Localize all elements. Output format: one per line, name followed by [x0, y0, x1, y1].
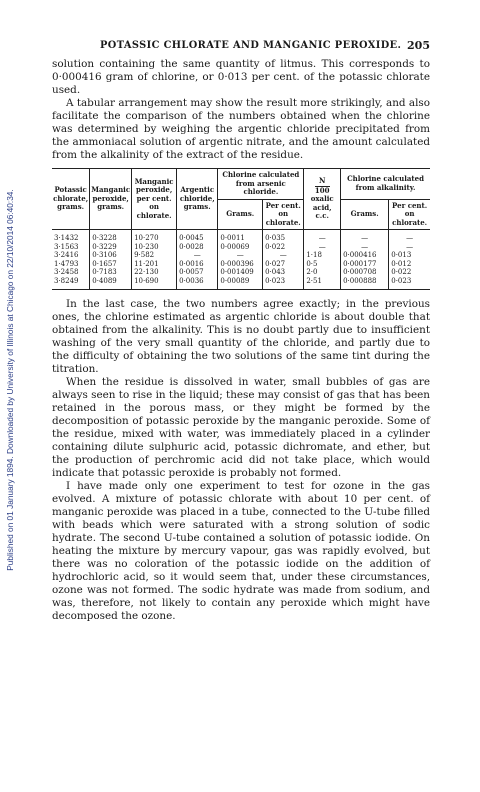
table-row — [52, 277, 430, 290]
header-oxalic-acid — [304, 169, 341, 230]
table-row — [52, 230, 430, 243]
table-row — [52, 260, 430, 269]
header-manganic-peroxide: Manganic peroxide, grams. — [90, 169, 132, 230]
table-row — [52, 251, 430, 260]
header-percent-alkalinity: Per cent. on chlorate. — [389, 199, 430, 230]
cell: — — [218, 251, 263, 260]
cell: 0·3228 — [90, 230, 132, 243]
cell: — — [389, 243, 430, 252]
page-number: 205 — [407, 39, 430, 52]
oxalic-fraction — [315, 177, 330, 195]
cell: 0·0011 — [218, 230, 263, 243]
download-watermark — [4, 30, 16, 730]
paragraph-comparison: In the last case, the two numbers agree exactly; in the previous ones, the chlorine estimated as argentic chloride is about double that obtained from the alkalinity. This is no doubt partly due to insufficient washing of the very small quantity of the chloride, and partly due to the difficulty of obtaining the two solutions of the same tint during the titration. — [52, 298, 430, 375]
cell: 0·000888 — [341, 277, 389, 290]
cell: 0·3229 — [90, 243, 132, 252]
fraction-numerator: N — [315, 177, 330, 187]
download-watermark-text: Published on 01 January 1894. Downloaded by University of Illinois at Chicago on 22/10/2014 06:40:34. — [5, 189, 15, 571]
cell: 0·0016 — [177, 260, 218, 269]
cell: 0·7183 — [90, 268, 132, 277]
cell: 3·1432 — [54, 234, 79, 242]
paragraph-ozone: I have made only one experiment to test for ozone in the gas evolved. A mixture of potassic chlorate with about 10 per cent. of manganic peroxide was placed in a tube, connected to the U-tube filled with beads which were saturated with a strong solution of sodic hydrate. The second U-tube contained a solution of potassic iodide. On heating the mixture by mercury vapour, gas was rapidly evolved, but there was no coloration of the potassic iodide on the addition of hydrochloric acid, so it would seem that, under these circumstances, ozone was not formed. The sodic hydrate was made from sodium, and was, therefore, not likely to contain any peroxide which might have decomposed the ozone. — [52, 480, 430, 622]
header-grams-arsenic: Grams. — [218, 199, 263, 230]
running-header — [52, 40, 430, 58]
paragraph-continuation: solution containing the same quantity of litmus. This corresponds to 0·000416 gram of chlorine, or 0·013 per cent. of the potassic chlorate used. — [52, 58, 430, 96]
paragraph-residue: When the residue is dissolved in water, small bubbles of gas are always seen to rise in the liquid; these may consist of gas that has been retained in the porous mass, or they might be formed by the decomposition of potassic peroxide by the manganic peroxide. Some of the residue, mixed with water, was immediately placed in a cylinder containing dilute sulphuric acid, potassic dichromate, and ether, but the production of perchromic acid did not take place, which would indicate that potassic peroxide is probably not formed. — [52, 376, 430, 479]
cell: 0·0045 — [177, 230, 218, 243]
cell: 10·270 — [132, 230, 177, 243]
cell: 1·18 — [304, 251, 341, 260]
cell: — — [177, 251, 218, 260]
cell: 0·012 — [389, 260, 430, 269]
cell: 0·022 — [389, 268, 430, 277]
results-table — [52, 168, 430, 290]
cell: 3·8249 — [54, 276, 79, 285]
fraction-denominator: 100 — [314, 185, 330, 195]
running-title: POTASSIC CHLORATE AND MANGANIC PEROXIDE. — [100, 40, 402, 51]
cell: 0·000708 — [341, 268, 389, 277]
journal-page — [52, 40, 430, 623]
cell: 0·4089 — [90, 277, 132, 290]
cell: 0·043 — [263, 268, 304, 277]
cell: 0·1657 — [90, 260, 132, 269]
cell: 2·51 — [304, 277, 341, 290]
oxalic-label: oxalic acid, c.c. — [310, 194, 334, 221]
cell: — — [304, 243, 341, 252]
table-row — [52, 268, 430, 277]
cell: — — [304, 230, 341, 243]
cell: — — [389, 230, 430, 243]
header-grams-alkalinity: Grams. — [341, 199, 389, 230]
header-chlorine-from-alkalinity: Chlorine calculated from alkalinity. — [341, 169, 430, 199]
cell: 0·000416 — [341, 251, 389, 260]
cell: 1·4793 — [54, 259, 79, 268]
cell: — — [341, 230, 389, 243]
cell: 3·2458 — [54, 268, 79, 276]
cell: 0·000177 — [341, 260, 389, 269]
cell: 0·3106 — [90, 251, 132, 260]
header-chlorine-from-arsenic: Chlorine calculated from arsenic chloride. — [218, 169, 304, 199]
cell: — — [341, 243, 389, 252]
cell: 11·201 — [132, 260, 177, 269]
cell: 0·001409 — [218, 268, 263, 277]
cell: 0·027 — [263, 260, 304, 269]
cell: 0·5 — [304, 260, 341, 269]
cell: 10·690 — [132, 277, 177, 290]
cell: — — [263, 251, 304, 260]
cell: 2·0 — [304, 268, 341, 277]
header-argentic-chloride: Argentic chloride, grams. — [177, 169, 218, 230]
header-potassic-chlorate: Potassic chlorate, grams. — [52, 169, 90, 230]
cell: 0·00089 — [218, 277, 263, 290]
cell: 0·0028 — [177, 243, 218, 252]
cell: 9·582 — [132, 251, 177, 260]
cell: 3·1563 — [54, 242, 79, 251]
cell: 0·00069 — [218, 243, 263, 252]
cell: 0·023 — [389, 277, 430, 290]
header-manganic-peroxide-percent: Manganic peroxide, per cent. on chlorate. — [132, 169, 177, 230]
cell: 3·2416 — [54, 251, 79, 259]
cell: 10·230 — [132, 243, 177, 252]
cell: 0·0057 — [177, 268, 218, 277]
cell: 0·023 — [263, 277, 304, 290]
cell: 0·022 — [263, 243, 304, 252]
cell: 22·130 — [132, 268, 177, 277]
paragraph-tabular-intro: A tabular arrangement may show the result more strikingly, and also facilitate the comparison of the numbers obtained when the chlorine was determined by weighing the argentic chloride precipitated from the ammoniacal solution of argentic nitrate, and the amount calculated from the alkalinity of the extract of the residue. — [52, 97, 430, 161]
cell: 0·035 — [263, 230, 304, 243]
table-row — [52, 243, 430, 252]
header-percent-arsenic: Per cent. on chlorate. — [263, 199, 304, 230]
cell: 0·013 — [389, 251, 430, 260]
cell: 0·000396 — [218, 260, 263, 269]
cell: 0·0036 — [177, 277, 218, 290]
